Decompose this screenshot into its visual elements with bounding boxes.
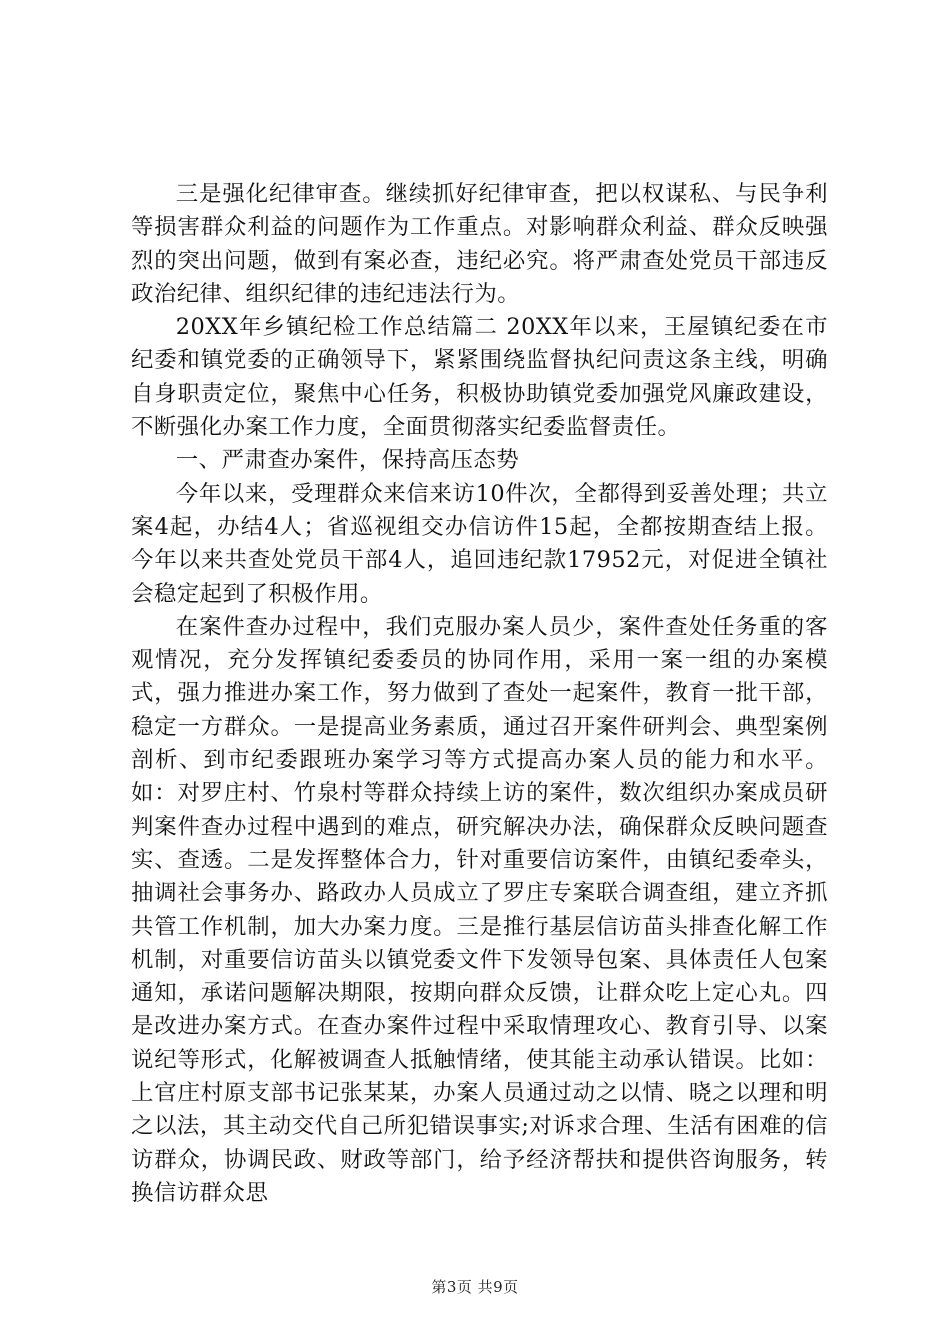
- paragraph-case-statistics: 今年以来，受理群众来信来访10件次，全都得到妥善处理；共立案4起，办结4人；省巡视组交办信访件15起，全都按期查结上报。今年以来共查处党员干部4人，追回违纪款17952元，对促进全镇社会稳定起到了积极作用。: [131, 480, 828, 607]
- section-heading-case-handling: 一、严肃查办案件，保持高压态势: [175, 447, 520, 474]
- page-number-footer: 第3页 共9页: [431, 1278, 519, 1296]
- paragraph-case-process: 在案件查办过程中，我们克服办案人员少，案件查处任务重的客观情况，充分发挥镇纪委委员的协同作用，采用一案一组的办案模式，强力推进办案工作，努力做到了查处一起案件，教育一批干部，稳定一方群众。一是提高业务素质，通过召开案件研判会、典型案例剖析、到市纪委跟班办案学习等方式提高办案人员的能力和水平。如：对罗庄村、竹泉村等群众持续上访的案件，数次组织办案成员研判案件查办过程中遇到的难点，研究解决办法，确保群众反映问题查实、查透。二是发挥整体合力，针对重要信访案件，由镇纪委牵头，抽调社会事务办、路政办人员成立了罗庄专案联合调查组，建立齐抓共管工作机制，加大办案力度。三是推行基层信访苗头排查化解工作机制，对重要信访苗头以镇党委文件下发领导包案、具体责任人包案通知，承诺问题解决期限，按期向群众反馈，让群众吃上定心丸。四是改进办案方式。在查办案件过程中采取情理攻心、教育引导、以案说纪等形式，化解被调查人抵触情绪，使其能主动承认错误。比如：上官庄村原支部书记张某某，办案人员通过动之以情、晓之以理和明之以法，其主动交代自己所犯错误事实;对诉求合理、生活有困难的信访群众，协调民政、财政等部门，给予经济帮扶和提供咨询服务，转换信访群众思: [131, 613, 828, 1206]
- paragraph-summary-part-two: 20XX年乡镇纪检工作总结篇二 20XX年以来，王屋镇纪委在市纪委和镇党委的正确领导下，紧紧围绕监督执纪问责这条主线，明确自身职责定位，聚焦中心任务，积极协助镇党委加强党风廉政建设，不断强化办案工作力度，全面贯彻落实纪委监督责任。: [131, 314, 828, 441]
- paragraph-discipline-review: 三是强化纪律审查。继续抓好纪律审查，把以权谋私、与民争利等损害群众利益的问题作为工作重点。对影响群众利益、群众反映强烈的突出问题，做到有案必查，违纪必究。将严肃查处党员干部违反政治纪律、组织纪律的违纪违法行为。: [131, 181, 828, 307]
- document-body: [131, 178, 828, 1210]
